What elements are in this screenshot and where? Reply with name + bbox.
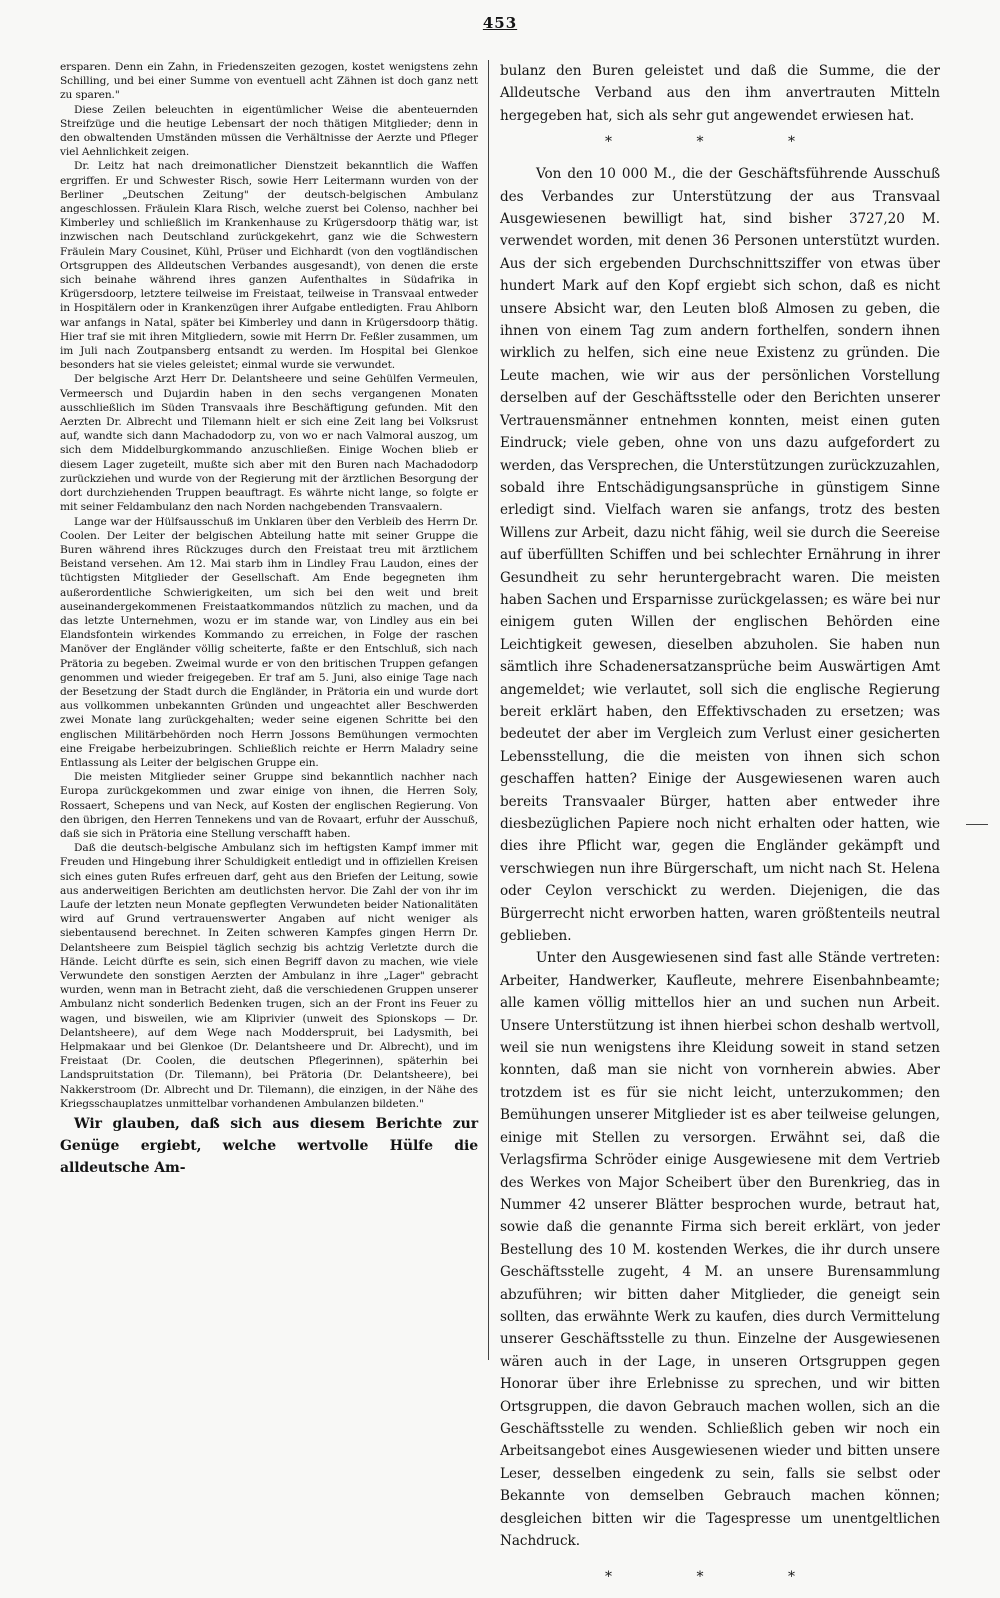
left-paragraph-7: Daß die deutsch-belgische Ambulanz sich im heftigsten Kampf immer mit Freuden und Hingebung ihrer Schuldigkeit entledigt und in offiziellen Kreisen sich eines guten Rufes erfreuen darf, geht aus den Briefen der Leitung, sowie aus anderweitigen Berichten am deutlichsten hervor. Die Zahl der von ihr im Laufe der letzten neun Monate gepflegten Verwundeten beider Nationalitäten wird auf Grund vertrauenswerter Angaben auf nicht weniger als siebentausend berechnet. In Zeiten schweren Kampfes gingen Herrn Dr. Delantsheere zum Beispiel täglich sechzig bis achtzig Verletzte durch die Hände. Leicht dürfte es sein, sich einen Begriff davon zu machen, wie viele Verwundete den sonstigen Aerzten der Ambulanz in ihre „Lager" gebracht wurden, wenn man in Betracht zieht, daß die verschiedenen Gruppen unserer Ambulanz nicht sonderlich Bedenken trugen, sich an der Front ins Feuer zu wagen, und bisweilen, wie am Kliprivier (unweit des Spionskops — Dr. Delantsheere), auf dem Wege nach Modderspruit, bei Ladysmith, bei Helpmakaar und bei Glenkoe (Dr. Delantsheere und Dr. Albrecht), und im Freistaat (Dr. Coolen, die deutschen Pflegerinnen), späterhin bei Landspruitstation (Dr. Tilemann), bei Prätoria (Dr. Delantsheere), bei Nakkerstroom (Dr. Albrecht und Dr. Tilemann), die einzigen, in der Nähe des Kriegsschauplatzes unmittelbar vorhandenen Ambulanzen bildeten." — [60, 842, 478, 1110]
column-divider — [488, 60, 489, 1360]
section-separator-stars: * * * — [605, 134, 835, 151]
left-paragraph-3: Dr. Leitz hat nach dreimonatlicher Dienstzeit bekanntlich die Waffen ergriffen. Er und Schwester Risch, sowie Herr Leitermann wurden von der Berliner „Deutschen Zeitung" der deutsch-belgischen Ambulanz angeschlossen. Fräulein Klara Risch, welche zuerst bei Colenso, nachher bei Kimberley und schließlich im Krankenhause zu Krügersdoorp thätig war, ist inzwischen nach Deutschland zurückgekehrt, ganz wie die Schwestern Fräulein Mary Cousinet, Kühl, Prüser und Eichhardt (von den vogtländischen Ortsgruppen des Alldeutschen Verbandes ausgesandt), von denen die erste sich beinahe während ihres ganzen Aufenthaltes in Südafrika in Krügersdoorp, letztere teilweise im Freistaat, teilweise in Transvaal entweder in Hospitälern oder in Krankenzügen ihrer Aufgabe entledigten. Frau Ahlborn war anfangs in Natal, später bei Kimberley und dann in Krügersdoorp thätig. Hier traf sie mit ihren Mitgliedern, sowie mit Herrn Dr. Feßler zusammen, um im Juli nach Zoutpansberg entsandt zu werden. Im Hospital bei Glenkoe besonders hat sie vieles geleistet; einmal wurde sie verwundet. — [60, 160, 478, 372]
left-closing-paragraph: Wir glauben, daß sich aus diesem Berichte zur Genüge ergiebt, welche wertvolle Hülfe die alldeutsche Am- — [60, 1116, 478, 1177]
right-opening-paragraph: bulanz den Buren geleistet und daß die Summe, die der Alldeutsche Verband aus den ihm anvertrauten Mitteln hergegeben hat, sich als sehr gut angewendet erwiesen hat. — [500, 63, 940, 124]
right-paragraph-1: Von den 10 000 M., die der Geschäftsführende Ausschuß des Verbandes zur Unterstützung der aus Transvaal Ausgewiesenen bewilligt hat, sind bisher 3727,20 M. verwendet worden, mit denen 36 Personen unterstützt wurden. Aus der sich ergebenden Durchschnittsziffer von etwas über hundert Mark auf den Kopf ergiebt sich schon, daß es nicht unsere Absicht war, den Leuten bloß Almosen zu geben, die ihnen von einem Tag zum andern forthelfen, sondern ihnen wirklich zu helfen, sich eine neue Existenz zu gründen. Die Leute machen, wie wir aus der persönlichen Vorstellung derselben auf der Geschäftsstelle oder den Berichten unserer Vertrauensmänner entnehmen konnten, meist einen guten Eindruck; viele geben, ohne von uns dazu aufgefordert zu werden, das Versprechen, die Unterstützungen zurückzuzahlen, sobald ihre Entschädigungsansprüche in günstigem Sinne erledigt sind. Vielfach waren sie anfangs, trotz des besten Willens zur Arbeit, dazu nicht fähig, weil sie durch die Seereise auf überfüllten Schiffen und bei schlechter Ernährung in ihrer Gesundheit zu sehr heruntergebracht waren. Die meisten haben Sachen und Ersparnisse zurückgelassen; es wäre bei nur einigem guten Willen der englischen Behörden eine Leichtigkeit gewesen, dieselben abzuholen. Sie haben nun sämtlich ihre Schadenersatzansprüche beim Auswärtigen Amt angemeldet; wie verlautet, soll sich die englische Regierung bereit erklärt haben, den Effektivschaden zu ersetzen; was bedeutet der aber im Vergleich zum Verlust einer gesicherten Lebensstellung, die die meisten von ihnen sich schon geschaffen hatten? Einige der Ausgewiesenen waren auch bereits Transvaaler Bürger, hatten aber entweder ihre diesbezüglichen Papiere noch nicht erhalten oder hatten, wie dies ihre Pflicht war, gegen die Engländer gekämpft und verschwiegen nun ihre Bürgerschaft, um nicht nach St. Helena oder Ceylon verschickt zu werden. Diejenigen, die das Bürgerrecht nicht erworben hatten, waren größtenteils neutral geblieben. — [500, 166, 940, 945]
left-paragraph-6: Die meisten Mitglieder seiner Gruppe sind bekanntlich nachher nach Europa zurückgekommen und zwar einige von ihnen, die Herren Soly, Rossaert, Schepens und van Neck, auf Kosten der englischen Regierung. Von den übrigen, den Herren Tennekens und van de Rovaart, erfuhr der Ausschuß, daß sie sich in Prätoria eine Stellung verschafft haben. — [60, 771, 478, 840]
left-column — [60, 60, 478, 1179]
left-paragraph-5: Lange war der Hülfsausschuß im Unklaren über den Verbleib des Herrn Dr. Coolen. Der Leiter der belgischen Abteilung hatte mit seiner Gruppe die Buren während ihres Rückzuges durch den Freistaat treu mit ärztlichem Beistand versehen. Am 12. Mai starb ihm in Lindley Frau Laudon, eines der tüchtigsten Mitglieder der Gesellschaft. Am Ende begegneten ihm außerordentliche Schwierigkeiten, um sich bei den weit und breit auseinandergekommenen Freistaatkommandos nützlich zu machen, und da das letzte Unternehmen, wozu er im stande war, von Lindley aus ein bei Elandsfontein wirkendes Kommando zu erreichen, in Folge der raschen Manöver der Engländer völlig scheiterte, faßte er den Entschluß, sich nach Prätoria zu begeben. Zweimal wurde er von den britischen Truppen gefangen genommen und wieder freigegeben. Er traf am 5. Juni, also einige Tage nach der Besetzung der Stadt durch die Engländer, in Prätoria ein und wurde dort aus vollkommen unbekannten Gründen und ungeachtet aller Beschwerden zwei Monate lang zurückgehalten; weder seine eigenen Schritte bei den englischen Militärbehörden noch Herrn Jossons Bemühungen vermochten eine Freigabe herbeizubringen. Schließlich reichte er Herrn Maladry seine Entlassung als Leiter der belgischen Gruppe ein. — [60, 515, 478, 769]
page-number: 453 — [482, 14, 518, 32]
left-paragraph-4: Der belgische Arzt Herr Dr. Delantsheere und seine Gehülfen Vermeulen, Vermeersch und Dujardin haben in den sechs vergangenen Monaten ausschließlich im Süden Transvaals ihre Beschäftigung gefunden. Mit den Aerzten Dr. Albrecht und Tilemann hielt er sich eine Zeit lang bei Volksrust auf, wandte sich dann Machadodorp zu, von wo er nach Valmoral auszog, um sich dem Middelburgkommando anzuschließen. Einige Wochen blieb er diesem Lager zugeteilt, mußte sich aber mit den Buren nach Machadodorp zurückziehen und wurde von der Regierung mit der ärztlichen Besorgung der dort durchziehenden Truppen beauftragt. Es währte nicht lange, so folgte er mit seiner Feldambulanz den nach Norden nachgebenden Transvaalern. — [60, 373, 478, 514]
end-separator-stars: * * * — [605, 1569, 835, 1586]
left-paragraph-2: Diese Zeilen beleuchten in eigentümlicher Weise die abenteuernden Streifzüge und die heutige Lebensart der noch thätigen Mitglieder; denn in den obwaltenden Umständen müssen die Verhältnisse der Aerzte und Pfleger viel Aehnlichkeit zeigen. — [60, 103, 478, 159]
left-paragraph-1: ersparen. Denn ein Zahn, in Friedenszeiten gezogen, kostet wenigstens zehn Schilling, und bei einer Summe von eventuell acht Zähnen ist doch ganz nett zu sparen." — [60, 61, 478, 102]
right-column — [500, 60, 940, 1598]
margin-mark — [966, 824, 988, 825]
right-paragraph-2: Unter den Ausgewiesenen sind fast alle Stände vertreten: Arbeiter, Handwerker, Kaufleute, mehrere Eisenbahnbeamte; alle kamen völlig mittellos hier an und suchen nun Arbeit. Unsere Unterstützung ist ihnen hierbei schon deshalb wertvoll, weil sie nun wenigstens ihre Kleidung soweit in stand setzen konnten, daß man sie nicht von vornherein abwies. Aber trotzdem ist es für sie nicht leicht, unterzukommen; den Bemühungen unserer Mitglieder ist es aber teilweise gelungen, einige mit Stellen zu versorgen. Erwähnt sei, daß die Verlagsfirma Schröder einige Ausgewiesene mit dem Vertrieb des Werkes von Major Scheibert über den Burenkrieg, das in Nummer 42 unserer Blätter besprochen wurde, betraut hat, sowie daß die genannte Firma sich bereit erklärt, von jeder Bestellung des 10 M. kostenden Werkes, die ihr durch unsere Geschäftsstelle zugeht, 4 M. an unsere Burensammlung abzuführen; wir bitten daher Mitglieder, die geneigt sein sollten, das erwähnte Werk zu kaufen, dies durch Vermittelung unserer Geschäftsstelle zu thun. Einzelne der Ausgewiesenen wären auch in der Lage, in unseren Ortsgruppen gegen Honorar über ihre Erlebnisse zu sprechen, und wir bitten Ortsgruppen, die davon Gebrauch machen wollen, sich an die Geschäftsstelle zu wenden. Schließlich geben wir noch ein Arbeitsangebot eines Ausgewiesenen wieder und bitten unsere Leser, desselben eingedenk zu sein, falls sie selbst oder Bekannte von demselben Gebrauch machen können; desgleichen bitten wir die Tagespresse um unentgeltlichen Nachdruck. — [500, 950, 940, 1549]
